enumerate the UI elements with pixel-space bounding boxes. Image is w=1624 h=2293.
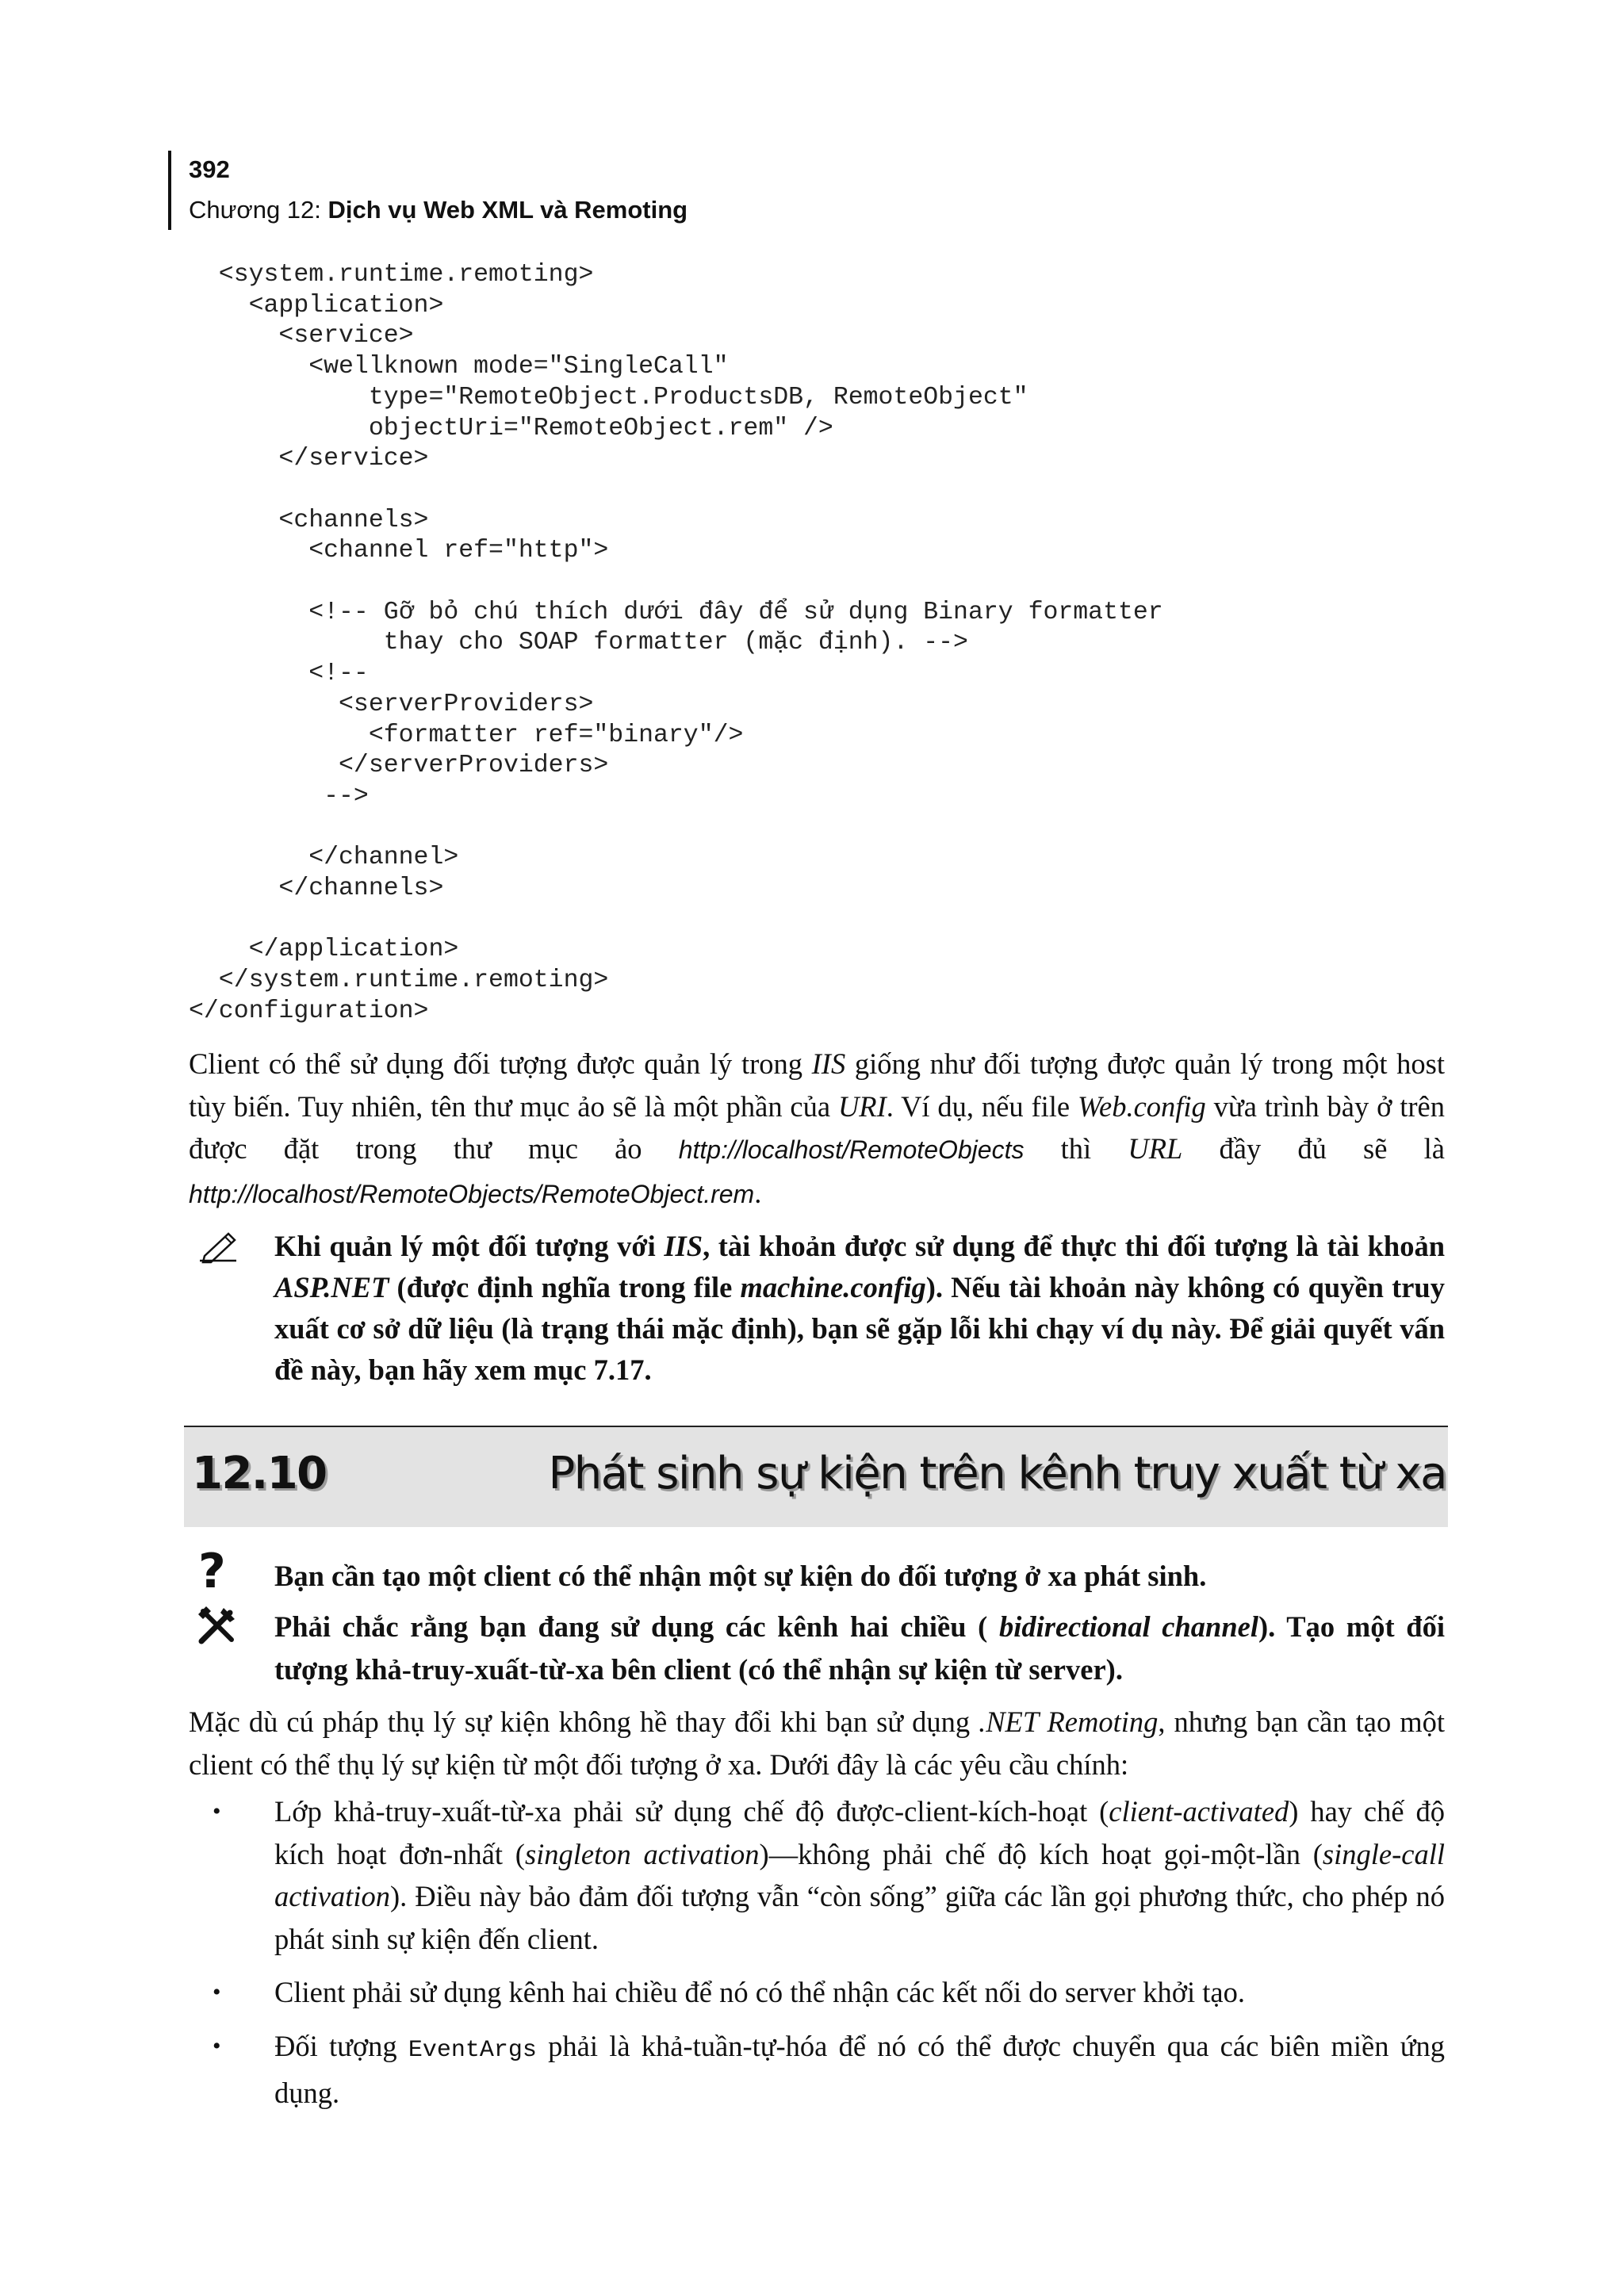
code-line: </application> bbox=[248, 936, 459, 964]
code-line: </configuration> bbox=[189, 997, 429, 1025]
text-run: Khi quản lý một đối tượng với bbox=[274, 1230, 665, 1262]
section-number: 12.10 bbox=[192, 1448, 327, 1499]
text-run: Phải chắc rằng bạn đang sử dụng các kênh hai chiều ( bbox=[274, 1610, 999, 1643]
term-machine-config: machine.config bbox=[740, 1271, 926, 1303]
code-line: <system.runtime.remoting> bbox=[218, 261, 594, 289]
term-webconfig: Web.config bbox=[1077, 1089, 1206, 1123]
text-run: phải là khả-tuần-tự-hóa để nó có thể được chuyển qua các biên miền ứng dụng. bbox=[274, 2029, 1445, 2109]
code-line: </channel> bbox=[308, 844, 459, 872]
question-icon: ? bbox=[198, 1544, 226, 1599]
full-object-url: http://localhost/RemoteObjects/RemoteObject.rem bbox=[189, 1179, 755, 1208]
term-iis: IIS bbox=[664, 1230, 703, 1262]
text-run: Lớp khả-truy-xuất-từ-xa phải sử dụng chế độ được-client-kích-hoạt ( bbox=[274, 1795, 1109, 1828]
code-line: <!-- Gỡ bỏ chú thích dưới đây để sử dụng Binary formatter bbox=[308, 598, 1163, 626]
page-number: 392 bbox=[189, 155, 230, 183]
code-line: </system.runtime.remoting> bbox=[218, 967, 609, 995]
text-run: đầy đủ sẽ là bbox=[1182, 1132, 1445, 1165]
body-paragraph-iis bbox=[189, 1043, 1445, 1215]
text-run: thì bbox=[1024, 1132, 1128, 1165]
term-iis: IIS bbox=[811, 1047, 846, 1080]
problem-statement: Bạn cần tạo một client có thể nhận một sự kiện do đối tượng ở xa phát sinh. bbox=[274, 1560, 1207, 1592]
solution-statement bbox=[274, 1606, 1445, 1691]
text-run: ). Tạo một đối tượng khả-truy-xuất-từ-xa bên client (có thể nhận sự kiện từ server). bbox=[274, 1610, 1445, 1686]
text-run: (được định nghĩa trong file bbox=[389, 1271, 741, 1303]
text-run: . Ví dụ, nếu file bbox=[886, 1089, 1078, 1123]
bullet-glyph: • bbox=[213, 1798, 221, 1824]
code-line: <serverProviders> bbox=[339, 690, 594, 718]
tools-icon bbox=[195, 1603, 239, 1648]
chapter-title: Dịch vụ Web XML và Remoting bbox=[327, 196, 688, 224]
code-line: <channel ref="http"> bbox=[308, 537, 609, 565]
bullet-glyph: • bbox=[213, 2032, 221, 2059]
text-run: , nhưng bạn cần tạo một client có thể thụ lý sự kiện từ một đối tượng ở xa. Dưới đây là các yêu cầu chính: bbox=[189, 1705, 1445, 1781]
text-run: Đối tượng bbox=[274, 2029, 408, 2062]
text-run: ) hay chế độ kích hoạt đơn-nhất ( bbox=[274, 1795, 1445, 1870]
code-line: --> bbox=[324, 782, 369, 810]
list-item bbox=[189, 1971, 1445, 2014]
text-run: . bbox=[754, 1176, 762, 1209]
code-line: <!-- bbox=[308, 660, 369, 688]
pencil-note-icon bbox=[197, 1229, 241, 1264]
text-run: vừa trình bày ở trên được đặt trong thư mục ảo bbox=[189, 1089, 1445, 1165]
text-run: ). Nếu tài khoản này không có quyền truy xuất cơ sở dữ liệu (là trạng thái mặc định), bạn sẽ gặp lỗi khi chạy ví dụ này. Để giải quyết vấn đề này, bạn hãy xem mục 7.17. bbox=[274, 1271, 1445, 1386]
code-line: <wellknown mode="SingleCall" bbox=[308, 353, 729, 381]
code-line: objectUri="RemoteObject.rem" /> bbox=[368, 414, 833, 442]
header-rule bbox=[168, 151, 171, 230]
code-line: type="RemoteObject.ProductsDB, RemoteObject" bbox=[368, 383, 1028, 412]
virtual-dir-url: http://localhost/RemoteObjects bbox=[678, 1135, 1025, 1164]
section-title: Phát sinh sự kiện trên kênh truy xuất từ xa bbox=[548, 1448, 1446, 1499]
code-line: thay cho SOAP formatter (mặc định). --> bbox=[383, 629, 968, 657]
text-run: Mặc dù cú pháp thụ lý sự kiện không hề thay đổi khi bạn sử dụng bbox=[189, 1705, 979, 1738]
text-run: Client có thể sử dụng đối tượng được quản lý trong bbox=[189, 1047, 812, 1080]
code-line: <service> bbox=[278, 322, 414, 350]
term-url: URL bbox=[1128, 1132, 1183, 1165]
code-listing bbox=[189, 260, 1457, 1028]
body-paragraph-requirements bbox=[189, 1701, 1445, 1786]
code-line: </serverProviders> bbox=[339, 752, 609, 780]
list-item bbox=[189, 1790, 1445, 1960]
term-aspnet: ASP.NET bbox=[274, 1271, 389, 1303]
list-item bbox=[189, 2025, 1445, 2115]
code-line: </service> bbox=[278, 445, 429, 473]
code-line: <formatter ref="binary"/> bbox=[368, 721, 744, 749]
text-run: , tài khoản được sử dụng để thực thi đối tượng là tài khoản bbox=[703, 1230, 1446, 1262]
text-run: Client phải sử dụng kênh hai chiều để nó có thể nhận các kết nối do server khởi tạo. bbox=[274, 1976, 1245, 2008]
chapter-heading bbox=[189, 196, 688, 224]
term-singleton-activation: singleton activation bbox=[524, 1837, 760, 1870]
code-eventargs: EventArgs bbox=[408, 2036, 537, 2064]
note-text bbox=[274, 1226, 1445, 1391]
requirements-list bbox=[189, 1790, 1445, 2126]
term-client-activated: client-activated bbox=[1109, 1795, 1289, 1828]
term-bidirectional-channel: bidirectional channel bbox=[999, 1610, 1258, 1643]
text-run: ). Điều này bảo đảm đối tượng vẫn “còn sống” giữa các lần gọi phương thức, cho phép nó phát sinh sự kiện đến client. bbox=[274, 1880, 1445, 1955]
code-line: <application> bbox=[248, 291, 444, 320]
term-uri: URI bbox=[837, 1089, 887, 1123]
term-net-remoting: .NET Remoting bbox=[979, 1705, 1159, 1738]
code-line: </channels> bbox=[278, 875, 444, 903]
bullet-glyph: • bbox=[213, 1979, 221, 2005]
chapter-prefix: Chương 12: bbox=[189, 196, 328, 224]
text-run: giống như đối tượng được quản lý trong một host tùy biến. Tuy nhiên, tên thư mục ảo sẽ là một phần của bbox=[189, 1047, 1445, 1123]
term-single-call-activation: single-call activation bbox=[274, 1837, 1445, 1912]
text-run: )—không phải chế độ kích hoạt gọi-một-lần ( bbox=[759, 1837, 1323, 1870]
code-line: <channels> bbox=[278, 506, 429, 534]
